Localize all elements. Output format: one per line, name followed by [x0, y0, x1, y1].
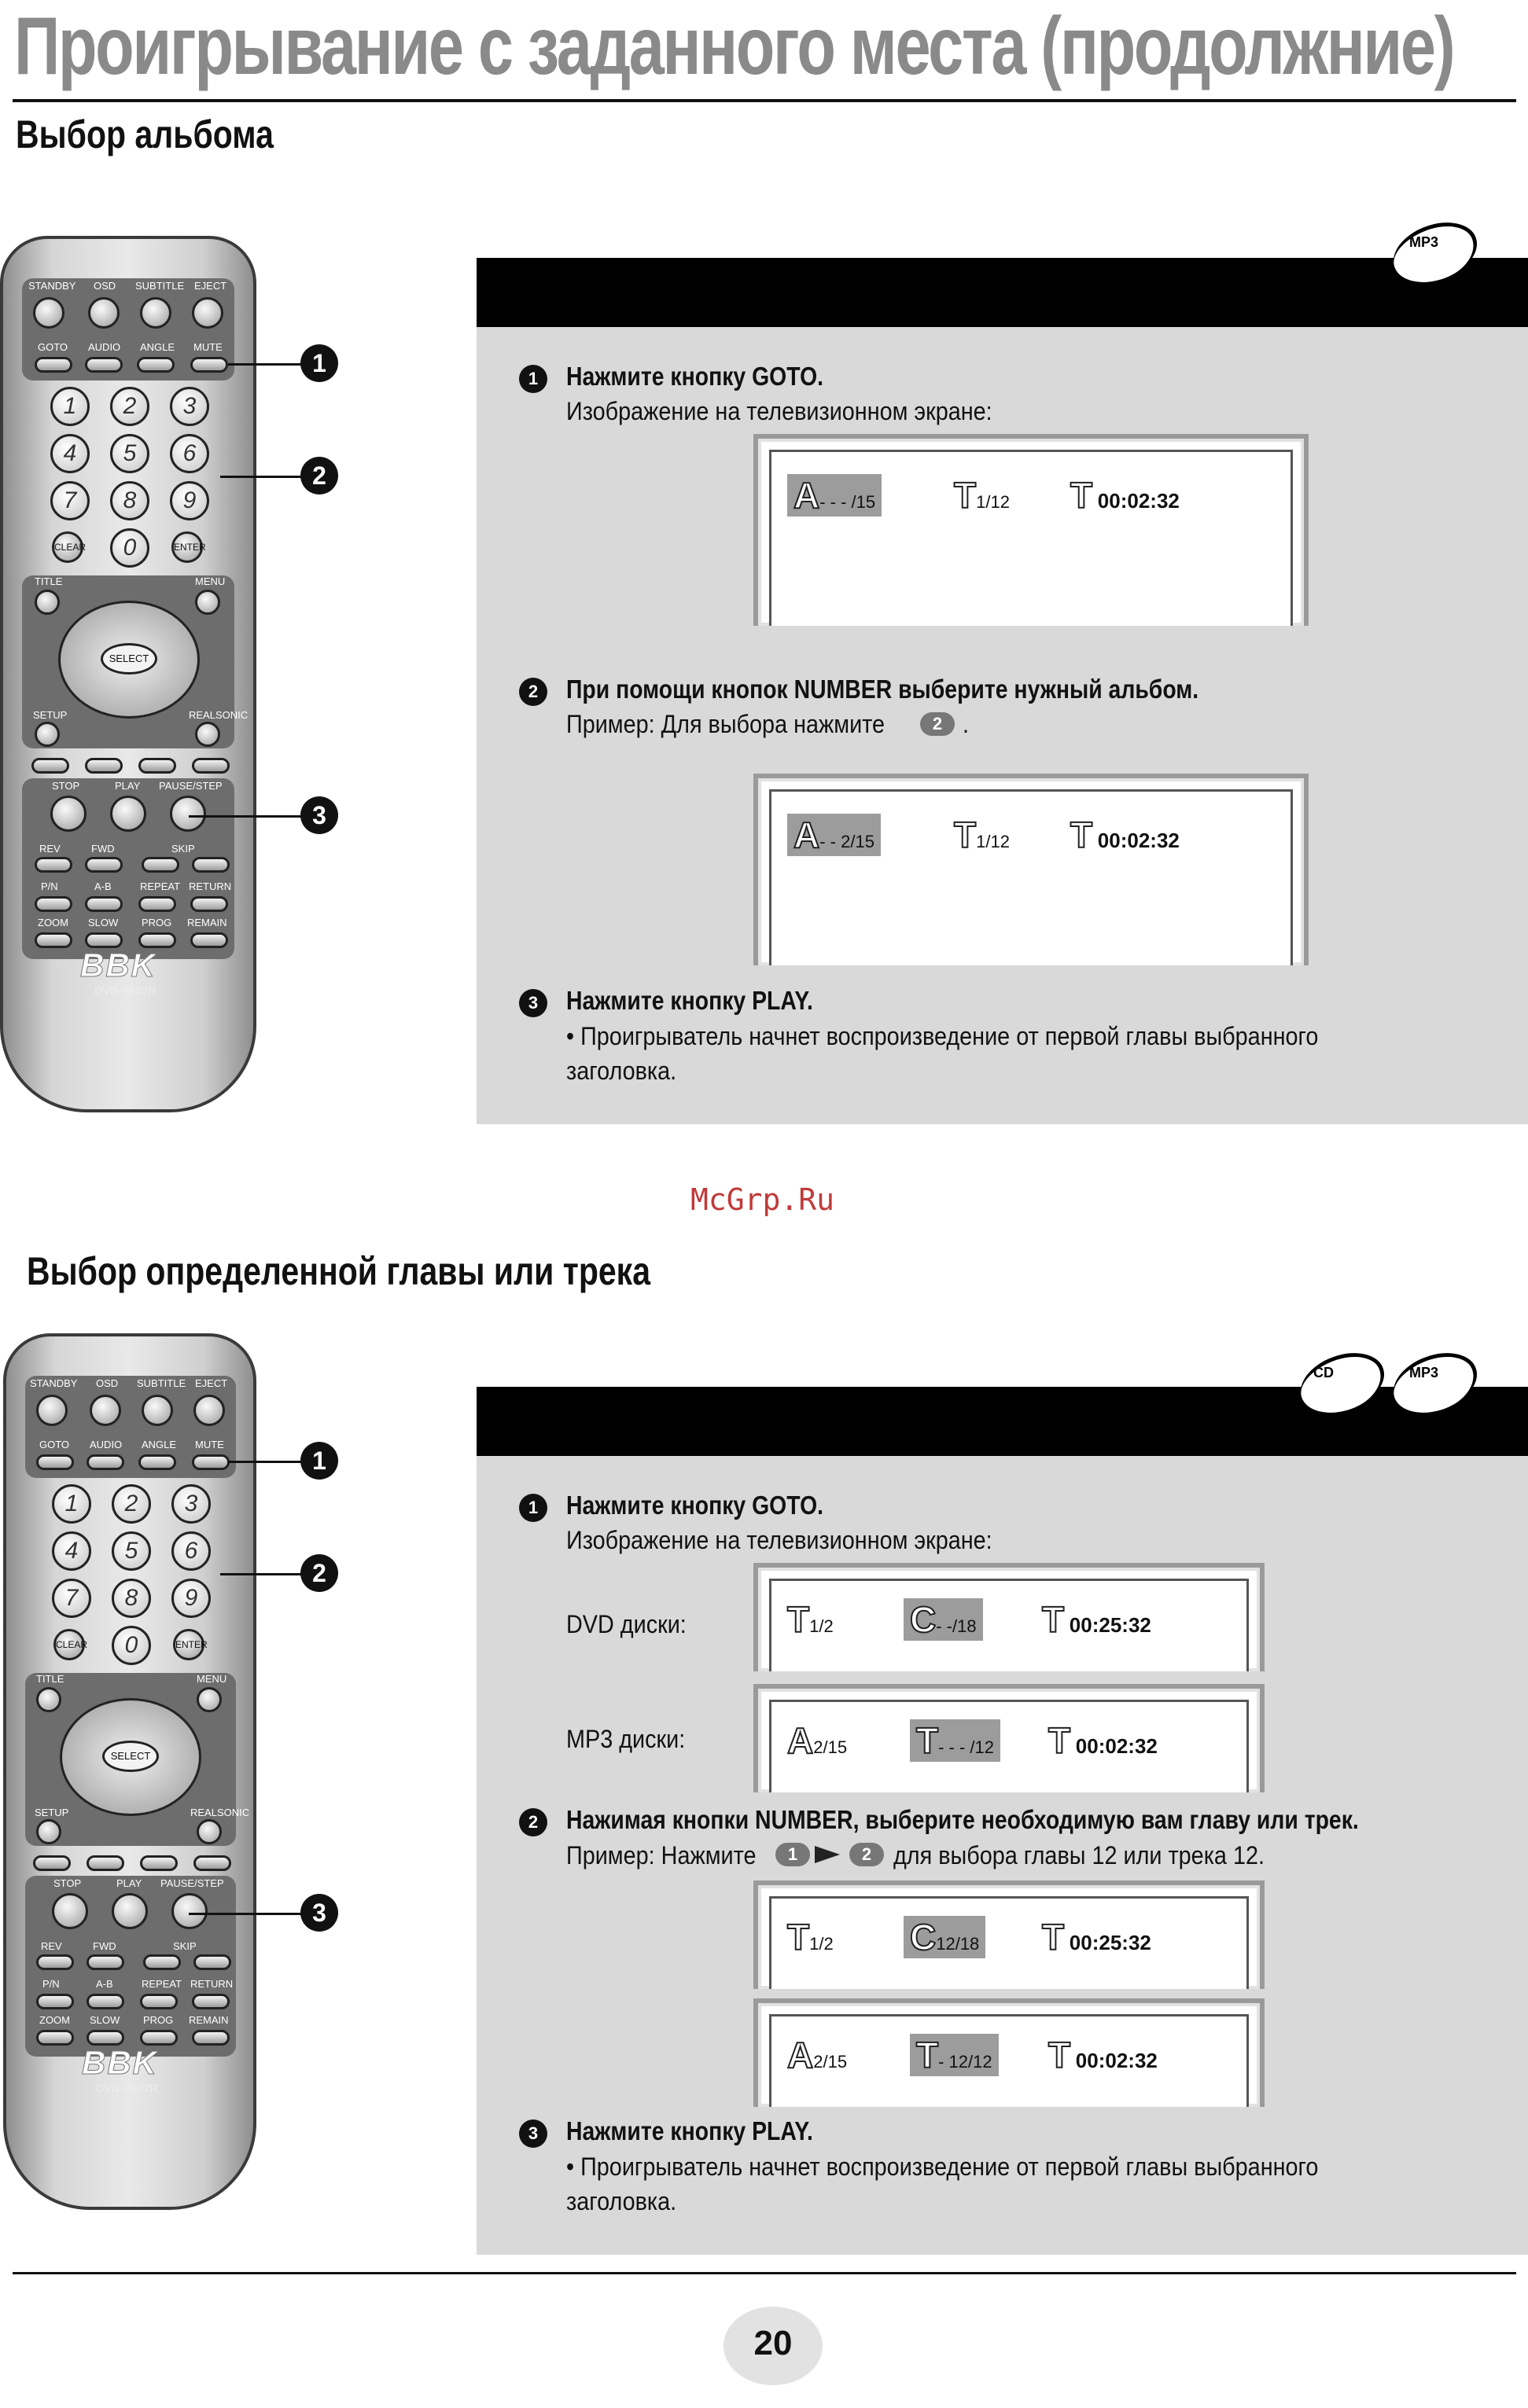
osd-time-field [1070, 814, 1180, 856]
time-icon: T [1048, 2035, 1071, 2075]
label-osd: OSD [96, 1377, 119, 1389]
label-skip: SKIP [173, 1940, 197, 1952]
osd-album-field [787, 474, 882, 517]
eject-button[interactable] [192, 297, 223, 329]
fwd-button[interactable] [87, 1954, 124, 1970]
track-icon: T [954, 814, 977, 855]
prog-button[interactable] [138, 932, 176, 948]
label-angle: ANGLE [140, 341, 175, 353]
realsonic-button[interactable] [197, 1819, 222, 1844]
ab-button[interactable] [87, 1994, 124, 2009]
label-skip: SKIP [171, 843, 195, 855]
label-fwd: FWD [91, 843, 115, 855]
footer-rule [13, 2272, 1516, 2274]
ab-button[interactable] [85, 896, 123, 912]
play-button[interactable] [112, 1893, 148, 1929]
s1-step3-line1: • Проигрыватель начнет воспроизведение от первой главы выбранного [566, 1022, 1319, 1050]
label-title: TITLE [35, 575, 63, 587]
s2-screen-dvd-result [753, 1880, 1265, 1989]
digit-6-button[interactable]: 6 [171, 1531, 211, 1571]
digit-7-button[interactable]: 7 [52, 1579, 91, 1618]
label-remain: REMAIN [189, 2014, 229, 2026]
s1-step1-title: Нажмите кнопку GOTO. [566, 362, 824, 391]
extra-button-4[interactable] [193, 1855, 231, 1871]
watermark: McGrp.Ru [690, 1182, 835, 1217]
s1-step2-title: При помощи кнопок NUMBER выберите нужный альбом. [566, 675, 1199, 704]
slow-button[interactable] [85, 932, 123, 948]
s2-step3-line1: • Проигрыватель начнет воспроизведение от первой главы выбранного [566, 2152, 1319, 2181]
label-standby: STANDBY [30, 1377, 78, 1389]
osd-chapter-field [904, 1916, 985, 1958]
track-value: 1/12 [976, 492, 1010, 512]
audio-button[interactable] [87, 1454, 124, 1470]
mp3-label: MP3 диски: [566, 1725, 686, 1753]
skip-prev-button[interactable] [143, 1954, 181, 1970]
angle-button[interactable] [138, 1454, 176, 1470]
label-repeat: REPEAT [140, 880, 181, 892]
s1-step3-number: 3 [519, 989, 547, 1017]
clear-button[interactable]: CLEAR [52, 531, 83, 563]
model-label: DVD-YK02R [96, 2082, 158, 2094]
extra-button-1[interactable] [33, 1855, 71, 1871]
osd-title-field [787, 1916, 834, 1958]
track-icon: T [954, 475, 977, 516]
time-value: 00:25:32 [1069, 1931, 1151, 1954]
label-osd: OSD [94, 280, 116, 292]
extra-button-4[interactable] [192, 758, 230, 774]
label-repeat: REPEAT [142, 1978, 182, 1990]
s2-step2-text-a: Пример: Нажмите [566, 1841, 757, 1869]
s2-step2-title: Нажимая кнопки NUMBER, выберите необходимую вам главу или трек. [566, 1805, 1359, 1834]
s2-step3-title: Нажмите кнопку PLAY. [566, 2116, 813, 2145]
label-eject: EJECT [195, 1377, 228, 1389]
skip-next-button[interactable] [192, 857, 230, 873]
label-zoom: ZOOM [39, 2014, 70, 2026]
s2-step3-number: 3 [519, 2119, 547, 2148]
digit-2-button[interactable]: 2 [110, 387, 149, 426]
mp3-badge-label: MP3 [1409, 234, 1439, 250]
bbk-logo: BBK [80, 947, 156, 983]
chapter-icon: C [910, 1917, 937, 1958]
digit-0-button[interactable]: 0 [112, 1626, 151, 1665]
album-icon: A [787, 1720, 814, 1761]
title-icon: T [787, 1599, 810, 1640]
label-menu: MENU [195, 575, 226, 587]
track-value: 1/12 [976, 832, 1010, 851]
label-goto: GOTO [38, 341, 68, 353]
label-return: RETURN [190, 1978, 234, 1990]
s2-step3-line2: заголовка. [566, 2187, 677, 2215]
key-1-icon: 1 [775, 1843, 810, 1866]
digit-4-button[interactable]: 4 [50, 434, 90, 473]
label-setup: SETUP [33, 709, 68, 721]
remote-control-1 [0, 236, 256, 1112]
time-icon: T [1042, 1599, 1065, 1640]
osd-track-field [910, 2034, 999, 2076]
album-icon: A [793, 814, 820, 855]
label-play: PLAY [115, 780, 141, 792]
digit-5-button[interactable]: 5 [112, 1531, 151, 1571]
label-prog: PROG [143, 2014, 174, 2026]
osd-track-field [954, 474, 1010, 517]
chapter-value: 12/18 [936, 1934, 980, 1954]
callout-3: 3 [300, 796, 338, 834]
enter-button[interactable]: ENTER [173, 1629, 204, 1660]
callout-3: 3 [300, 1894, 338, 1932]
album-value: 2/15 [813, 1737, 848, 1757]
osd-button[interactable] [88, 297, 120, 329]
digit-3-button[interactable]: 3 [170, 387, 209, 426]
osd-album-field [787, 2034, 847, 2076]
mute-button[interactable] [190, 357, 228, 373]
s2-step2-number: 2 [519, 1808, 547, 1836]
label-slow: SLOW [90, 2014, 120, 2026]
time-value: 00:02:32 [1075, 1734, 1158, 1758]
extra-button-1[interactable] [31, 758, 69, 774]
time-icon: T [1070, 814, 1093, 855]
subtitle-button[interactable] [140, 297, 171, 329]
label-goto: GOTO [39, 1439, 70, 1450]
label-pause: PAUSE/STEP [160, 1877, 224, 1889]
osd-album-field [787, 814, 881, 856]
album-value: - - 2/15 [819, 832, 874, 851]
s1-step2-tail: . [963, 710, 970, 738]
label-return: RETURN [189, 880, 232, 892]
play-button[interactable] [110, 796, 146, 832]
goto-button[interactable] [35, 357, 72, 373]
label-pn: P/N [42, 1978, 60, 1990]
label-audio: AUDIO [90, 1439, 123, 1450]
label-rev: REV [39, 843, 61, 855]
label-ab: A-B [96, 1978, 113, 1990]
play-icon [1253, 826, 1278, 855]
repeat-button[interactable] [140, 1994, 178, 2009]
album-icon: A [787, 2035, 814, 2075]
skip-prev-button[interactable] [142, 857, 179, 873]
fwd-button[interactable] [85, 857, 123, 873]
label-stop: STOP [52, 780, 80, 792]
stop-button[interactable] [50, 796, 87, 832]
extra-button-2[interactable] [87, 1855, 124, 1871]
label-fwd: FWD [93, 1940, 116, 1952]
osd-time-field [1048, 1719, 1158, 1762]
play-icon [1218, 1611, 1243, 1639]
osd-time-field [1048, 2034, 1158, 2076]
play-icon [1253, 487, 1278, 515]
callout-line-3 [189, 815, 316, 818]
time-icon: T [1048, 1720, 1071, 1761]
digit-9-button[interactable]: 9 [170, 481, 209, 520]
play-icon [1218, 1732, 1243, 1760]
skip-next-button[interactable] [193, 1954, 231, 1970]
time-value: 00:02:32 [1075, 2049, 1158, 2072]
label-mute: MUTE [193, 341, 223, 353]
digit-0-button[interactable]: 0 [110, 528, 149, 568]
osd-button[interactable] [90, 1395, 121, 1426]
section2-heading: Выбор определенной главы или трека [27, 1249, 651, 1293]
label-zoom: ZOOM [38, 917, 68, 928]
label-prog: PROG [142, 917, 172, 928]
title-icon: T [787, 1917, 810, 1958]
s2-step1-number: 1 [519, 1494, 547, 1522]
digit-8-button[interactable]: 8 [110, 481, 149, 520]
standby-button[interactable] [33, 297, 64, 329]
pn-button[interactable] [36, 1994, 74, 2009]
dvd-label: DVD диски: [566, 1610, 687, 1638]
s1-screen2 [753, 774, 1309, 965]
subtitle-button[interactable] [142, 1395, 173, 1426]
pause-step-button[interactable] [171, 1893, 208, 1929]
osd-chapter-field [904, 1598, 983, 1641]
rev-button[interactable] [36, 1954, 74, 1970]
s1-step1-text: Изображение на телевизионном экране: [566, 397, 992, 425]
digit-1-button[interactable]: 1 [52, 1484, 91, 1524]
osd-time-field [1042, 1598, 1151, 1641]
digit-5-button[interactable]: 5 [110, 434, 149, 473]
s1-step2-number: 2 [519, 678, 547, 706]
s1-step3-title: Нажмите кнопку PLAY. [566, 986, 813, 1015]
digit-2-button[interactable]: 2 [112, 1484, 151, 1524]
extra-button-3[interactable] [140, 1855, 178, 1871]
eject-button[interactable] [193, 1395, 225, 1426]
enter-button[interactable]: ENTER [171, 531, 203, 563]
s1-step2-text: Пример: Для выбора нажмите [566, 710, 886, 738]
title-rule [13, 99, 1516, 102]
arrow-right-icon [815, 1846, 840, 1863]
callout-1: 1 [300, 1442, 338, 1480]
label-title: TITLE [36, 1673, 64, 1685]
s2-screen-dvd [753, 1563, 1265, 1671]
select-button[interactable]: SELECT [102, 1741, 159, 1772]
label-slow: SLOW [88, 917, 119, 928]
track-icon: T [916, 2035, 939, 2075]
label-realsonic: REALSONIC [190, 1807, 250, 1818]
remote-control-2 [3, 1333, 256, 2210]
chapter-value: - -/18 [936, 1616, 977, 1636]
menu-button[interactable] [195, 590, 220, 615]
model-label: DVD-YK02R [94, 984, 156, 997]
callout-line-3 [189, 1913, 316, 1915]
label-pn: P/N [41, 880, 58, 892]
callout-2: 2 [300, 1554, 338, 1592]
label-realsonic: REALSONIC [189, 709, 249, 721]
osd-time-field [1070, 474, 1180, 517]
label-angle: ANGLE [142, 1439, 177, 1450]
s1-step1-number: 1 [519, 365, 547, 393]
repeat-button[interactable] [138, 896, 176, 912]
title-value: 1/2 [809, 1616, 834, 1636]
mute-button[interactable] [192, 1454, 230, 1470]
s2-step2-text-b: для выбора главы 12 или трека 12. [893, 1841, 1265, 1869]
s1-screen1 [753, 434, 1309, 626]
digit-3-button[interactable]: 3 [171, 1484, 211, 1524]
label-subtitle: SUBTITLE [135, 280, 185, 292]
return-button[interactable] [190, 896, 228, 912]
digit-6-button[interactable]: 6 [170, 434, 209, 473]
remain-button[interactable] [190, 932, 228, 948]
page-number: 20 [753, 2324, 793, 2362]
angle-button[interactable] [137, 357, 175, 373]
standby-button[interactable] [36, 1395, 68, 1426]
clear-button[interactable]: CLEAR [53, 1629, 85, 1660]
remain-button[interactable] [192, 2030, 230, 2046]
title-button[interactable] [36, 1687, 61, 1712]
stop-button[interactable] [52, 1893, 88, 1929]
setup-button[interactable] [36, 1819, 61, 1844]
time-value: 00:02:32 [1097, 829, 1180, 852]
osd-title-field [787, 1598, 834, 1641]
label-remain: REMAIN [187, 917, 227, 928]
track-icon: T [916, 1720, 939, 1761]
bbk-logo: BBK [82, 2044, 158, 2081]
osd-album-field [787, 1719, 847, 1762]
label-standby: STANDBY [28, 280, 76, 292]
section1-panel-header [477, 258, 1528, 327]
label-rev: REV [41, 1940, 62, 1952]
rev-button[interactable] [35, 857, 72, 873]
setup-button[interactable] [35, 722, 60, 747]
label-ab: A-B [94, 880, 112, 892]
label-stop: STOP [53, 1877, 82, 1889]
s2-screen-mp3-result [753, 1998, 1265, 2107]
label-subtitle: SUBTITLE [137, 1377, 186, 1389]
digit-4-button[interactable]: 4 [52, 1531, 91, 1571]
pause-step-button[interactable] [170, 796, 206, 832]
s2-screen-mp3 [753, 1684, 1265, 1792]
time-icon: T [1042, 1917, 1065, 1958]
digit-9-button[interactable]: 9 [171, 1579, 211, 1618]
track-value: - - - /12 [938, 1737, 995, 1757]
track-value: - 12/12 [938, 2052, 992, 2072]
osd-track-field [954, 814, 1010, 856]
play-icon [1218, 1928, 1243, 1957]
goto-button[interactable] [36, 1454, 74, 1470]
play-icon [1218, 2046, 1243, 2075]
label-pause: PAUSE/STEP [159, 780, 223, 792]
callout-2: 2 [300, 457, 338, 494]
menu-button[interactable] [197, 1687, 222, 1712]
album-value: - - - /15 [819, 492, 876, 512]
mp3-badge-label: MP3 [1409, 1365, 1439, 1380]
title-button[interactable] [35, 590, 60, 615]
select-button[interactable]: SELECT [101, 643, 157, 675]
slow-button[interactable] [87, 2030, 124, 2046]
return-button[interactable] [192, 1994, 230, 2009]
digit-1-button[interactable]: 1 [50, 387, 90, 426]
key-2-icon: 2 [849, 1843, 884, 1866]
time-icon: T [1070, 475, 1093, 516]
album-icon: A [793, 475, 820, 516]
zoom-button[interactable] [36, 2030, 74, 2046]
osd-track-field [910, 1719, 1000, 1762]
zoom-button[interactable] [35, 932, 72, 948]
label-audio: AUDIO [88, 341, 121, 353]
digit-8-button[interactable]: 8 [112, 1579, 151, 1618]
time-value: 00:25:32 [1069, 1613, 1151, 1637]
s1-step3-line2: заголовка. [566, 1057, 677, 1085]
chapter-icon: C [910, 1599, 937, 1640]
pn-button[interactable] [35, 896, 72, 912]
realsonic-button[interactable] [195, 722, 220, 747]
title-value: 1/2 [809, 1934, 834, 1954]
label-mute: MUTE [195, 1439, 224, 1450]
album-value: 2/15 [813, 2052, 848, 2072]
page-title: Проигрывание с заданного места (продолжние) [14, 1, 1454, 92]
time-value: 00:02:32 [1097, 489, 1180, 513]
callout-1: 1 [300, 344, 338, 382]
cd-badge-label: CD [1313, 1365, 1334, 1380]
label-eject: EJECT [194, 280, 227, 292]
label-play: PLAY [116, 1877, 142, 1889]
osd-time-field [1042, 1916, 1151, 1958]
extra-button-3[interactable] [138, 758, 176, 774]
section1-heading: Выбор альбома [16, 112, 274, 156]
s2-step1-text: Изображение на телевизионном экране: [566, 1526, 992, 1554]
prog-button[interactable] [140, 2030, 178, 2046]
label-menu: MENU [197, 1673, 227, 1685]
key-2-icon: 2 [920, 712, 955, 736]
s2-step1-title: Нажмите кнопку GOTO. [566, 1491, 824, 1520]
digit-7-button[interactable]: 7 [50, 481, 90, 520]
label-setup: SETUP [35, 1807, 69, 1818]
audio-button[interactable] [85, 357, 123, 373]
extra-button-2[interactable] [85, 758, 123, 774]
